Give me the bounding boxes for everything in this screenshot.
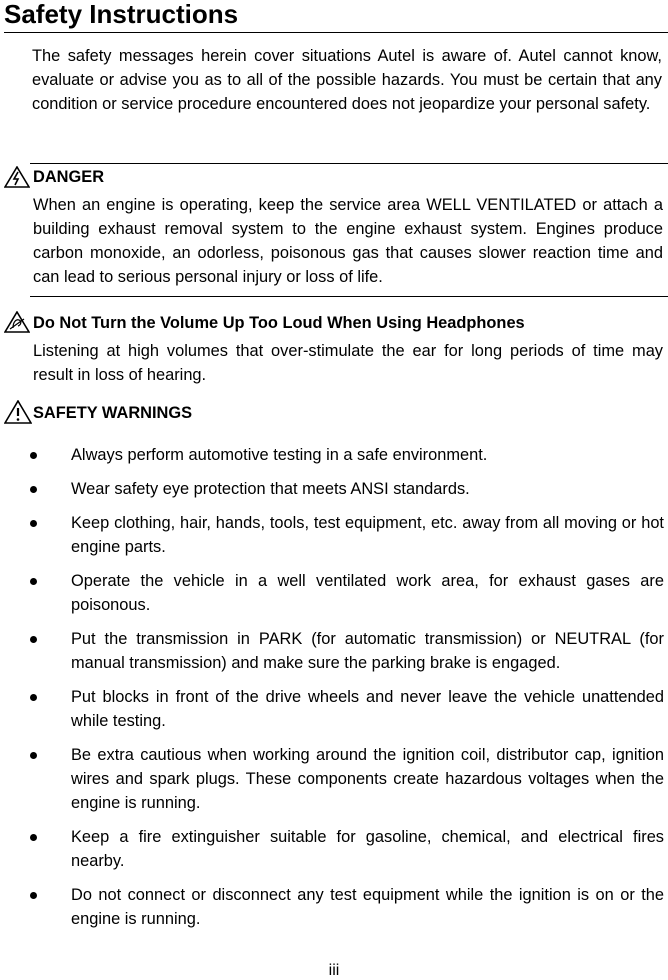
list-item: Wear safety eye protection that meets ANSI standards. bbox=[30, 477, 664, 501]
bullet-icon bbox=[30, 520, 37, 527]
bullet-icon bbox=[30, 892, 37, 899]
intro-paragraph: The safety messages herein cover situations Autel is aware of. Autel cannot know, evaluate or advise you as to all of the possible hazards. You must be certain that any condition or service procedure encountered does not jeopardize your personal safety. bbox=[32, 47, 662, 113]
list-item: Keep a fire extinguisher suitable for gasoline, chemical, and electrical fires nearby. bbox=[30, 825, 664, 873]
list-item: Be extra cautious when working around the ignition coil, distributor cap, ignition wires and spark plugs. These components create hazardous voltages when the engine is running. bbox=[30, 743, 664, 815]
list-item: Put blocks in front of the drive wheels and never leave the vehicle unattended while testing. bbox=[30, 685, 664, 733]
danger-heading: DANGER bbox=[33, 168, 105, 186]
page-title: Safety Instructions bbox=[4, 0, 668, 33]
danger-text: When an engine is operating, keep the service area WELL VENTILATED or attach a building exhaust removal system to the engine exhaust system. Engines produce carbon monoxide, an odorless, poisonous gas that causes slower reaction time and can lead to serious personal injury or loss of life. bbox=[33, 196, 663, 286]
list-item: Put the transmission in PARK (for automatic transmission) or NEUTRAL (for manual transmission) and make sure the parking brake is engaged. bbox=[30, 627, 664, 675]
bullet-icon bbox=[30, 486, 37, 493]
page-number: iii bbox=[328, 962, 340, 979]
bullet-icon bbox=[30, 752, 37, 759]
danger-electric-icon bbox=[4, 166, 30, 188]
list-item: Keep clothing, hair, hands, tools, test equipment, etc. away from all moving or hot engine parts. bbox=[30, 511, 664, 559]
bullet-icon bbox=[30, 578, 37, 585]
headphones-heading: Do Not Turn the Volume Up Too Loud When Using Headphones bbox=[33, 314, 525, 332]
list-item: Always perform automotive testing in a safe environment. bbox=[30, 443, 664, 467]
hearing-warning-icon bbox=[4, 311, 30, 333]
bullet-icon bbox=[30, 636, 37, 643]
safety-warnings-list bbox=[30, 443, 664, 941]
safety-warnings-heading: SAFETY WARNINGS bbox=[33, 404, 193, 422]
bullet-icon bbox=[30, 834, 37, 841]
list-item: Do not connect or disconnect any test equipment while the ignition is on or the engine is running. bbox=[30, 883, 664, 931]
list-item: Operate the vehicle in a well ventilated work area, for exhaust gases are poisonous. bbox=[30, 569, 664, 617]
bullet-icon bbox=[30, 452, 37, 459]
bullet-icon bbox=[30, 694, 37, 701]
warning-icon bbox=[4, 400, 32, 424]
headphones-text: Listening at high volumes that over-stimulate the ear for long periods of time may result in loss of hearing. bbox=[33, 342, 663, 384]
